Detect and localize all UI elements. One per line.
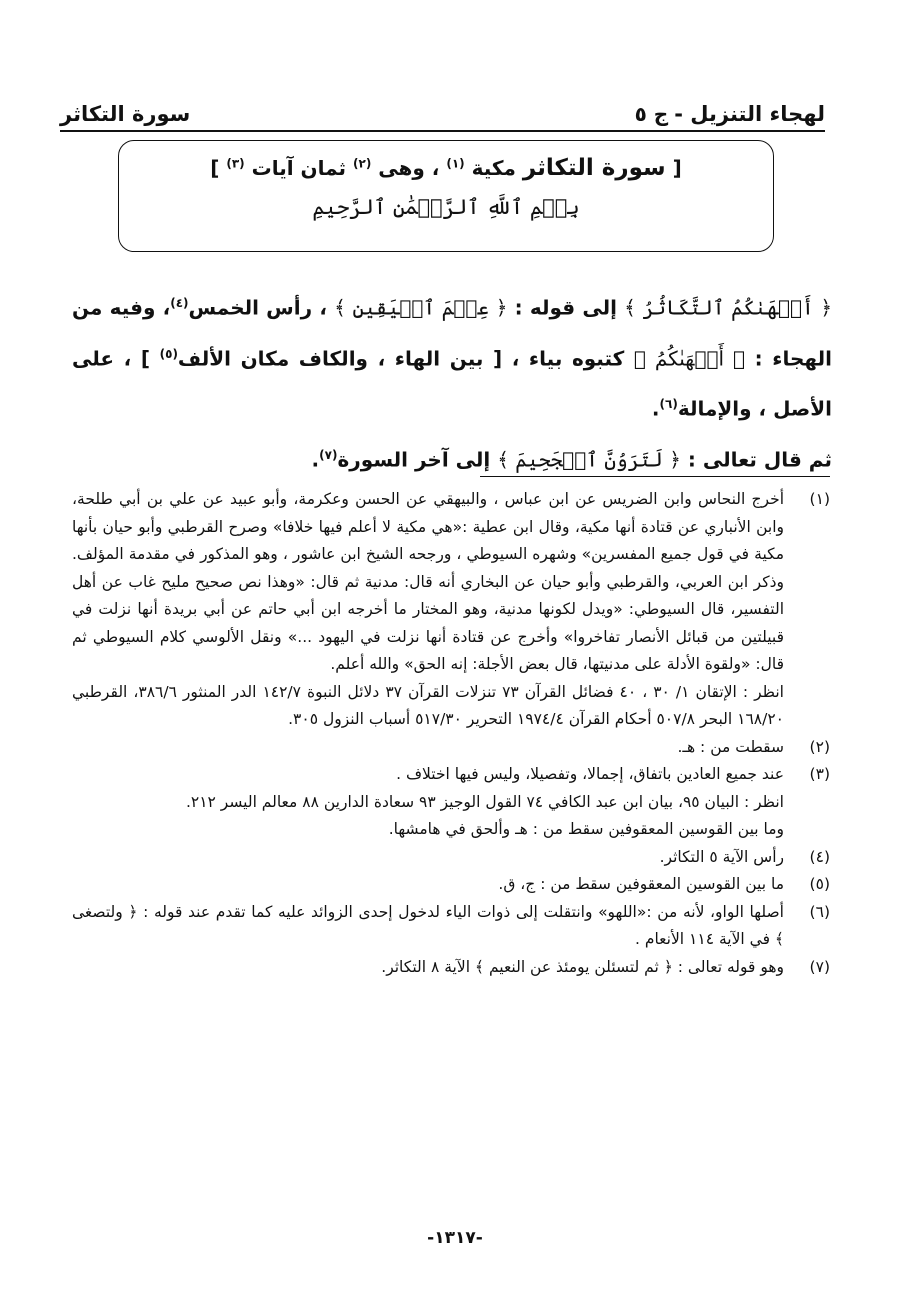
main-paragraph-1 (72, 280, 832, 432)
footnote-text (72, 486, 784, 734)
footnote-paragraph: وهو قوله تعالى : ﴿ ثم لتسئلن يومئذ عن النعيم ﴾ الآية ٨ التكاثر. (381, 957, 784, 976)
sura-title-box (118, 140, 774, 252)
main-text-span: إلى آخر السورة (337, 447, 491, 472)
main-text-span: كتبوه بياء ، [ بين الهاء ، والكاف مكان الألف (177, 346, 625, 371)
main-text (72, 280, 832, 483)
header-volume: ج ٥ (634, 102, 669, 126)
open-bracket: [ (672, 156, 682, 180)
footnote-divider (480, 476, 830, 477)
footnote-number: (٣) (809, 765, 830, 783)
footnote-number: (٥) (809, 875, 830, 893)
footnote-paragraph: وما بين القوسين المعقوفين سقط من : هـ وألحق في هامشها. (388, 820, 784, 838)
footnote-paragraph: أصلها الواو، لأنه من :«اللهو» وانتقلت إلى ذوات الياء لدخول إحدى الزوائد عليه كما تقدم عند قوله : ﴿ ولتصغى ﴾ في الآية ١١٤ الأنعام . (72, 902, 784, 948)
close-bracket: ] (210, 156, 220, 180)
footnote-text (72, 871, 784, 899)
page-number: -١٣١٧- (427, 1228, 483, 1248)
main-text-span: . (311, 447, 320, 472)
footnote-text (72, 844, 784, 872)
header-sura-name: سورة التكاثر (60, 102, 191, 126)
footnote-1 (72, 486, 830, 734)
running-header (60, 82, 825, 132)
footnote-2 (72, 734, 830, 762)
footnote-number: (٢) (809, 737, 830, 756)
quran-quote: ﴿ عِلۡمَ ٱلۡيَقِينِ ﴾ (334, 295, 508, 320)
footnote-6 (72, 899, 830, 954)
quran-quote: ﴿ أَلۡهَىٰكُمُ ﴾ (633, 346, 746, 371)
footnote-text (72, 734, 784, 762)
main-text-span: إلى قوله : (514, 295, 617, 320)
main-text-span: . (651, 396, 660, 421)
footnote-number: (٧) (809, 957, 830, 976)
quran-quote: ﴿ أَلۡهَىٰكُمُ ٱلتَّكَاثُرُ ﴾ (624, 295, 833, 320)
footnote-3 (72, 761, 830, 844)
header-book-volume (635, 102, 825, 126)
basmala: بِسۡمِ ٱللَّهِ ٱلرَّحۡمَٰنِ ٱلرَّحِيمِ (312, 195, 580, 219)
footnote-number: (٤) (809, 847, 830, 866)
footnote-ref-6: (٦) (659, 397, 678, 412)
footnote-paragraph: أخرج النحاس وابن الضريس عن ابن عباس ، والبيهقي عن الحسن وعكرمة، وأبو عبيد عن علي بن أبي طلحة، وابن الأنباري عن قتادة أنها مكية، وقال ابن عطية :«هي مكية لا أعلم فيها خلافا» وصرح القرطبي وأبو حيان بأنها مكية في قول جميع المفسرين» وشهره السيوطي ، ورجحه الشيخ ابن عاشور ، وهو المذكور في مقدمة المؤلف. وذكر ابن العربي، والقرطبي وأبو حيان عن البخاري أنه قال: مدنية ثم قال: «وهذا نص صحيح مليح غاب عن أهل التفسير، قال السيوطي: «ويدل لكونها مدنية، وهو المختار ما أخرجه ابن أبي حاتم عن أبي بريدة أنها نزلت في قبيلتين من قبائل الأنصار تفاخروا» وأخرج عن قتادة أنها نزلت في اليهود ...» ونقل الألوسي كلام السيوطي ثم قال: «ولقوة الأدلة على مدنيتها، قال بعض الأجلة: إنه الحق» والله أعلم. (72, 490, 784, 673)
footnote-text (72, 899, 784, 954)
verse-count: ثمان آيات (251, 156, 347, 180)
footnote-number: (٦) (809, 902, 830, 921)
footnote-paragraph: انظر : البيان ٩٥، بيان ابن عبد الكافي ٧٤ القول الوجيز ٩٣ سعادة الدارين ٨٨ معالم اليسر ٢١٢. (185, 792, 784, 811)
footnote-text (72, 954, 784, 982)
footnotes (72, 486, 830, 981)
sura-title-line (119, 155, 773, 181)
footnote-paragraph: سقطت من : هـ. (677, 737, 784, 756)
footnote-ref-2: (٢) (353, 156, 372, 171)
footnote-7 (72, 954, 830, 982)
footnote-ref-4: (٤) (170, 296, 189, 310)
footnote-ref-1: (١) (446, 156, 465, 171)
footnote-number: (١) (809, 490, 830, 508)
footnote-ref-5: (٥) (159, 346, 178, 361)
main-text-span: ، رأس الخمس (188, 295, 327, 320)
quran-quote: ﴿ لَتَرَوُنَّ ٱلۡجَحِيمَ ﴾ (497, 447, 681, 472)
main-text-span: ، وفيه من الهجاء : (72, 295, 832, 371)
footnote-4 (72, 844, 830, 872)
footnote-ref-3: (٣) (226, 156, 245, 171)
footnote-paragraph: انظر : الإتقان ١/ ٣٠ ، ٤٠ فضائل القرآن ٧٣ تنزلات القرآن ٣٧ دلائل النبوة ١٤٢/٧ الدر المنثور ٣٨٦/٦، القرطبي ١٦٨/٢٠ البحر ٥٠٧/٨ أحكام القرآن ١٩٧٤/٤ التحرير ٥١٧/٣٠ أسباب النزول ٣٠٥. (72, 682, 784, 728)
title-connector: ، وهى (378, 156, 440, 180)
footnote-paragraph: عند جميع العادين باتفاق، إجمالا، وتفصيلا، وليس فيها اختلاف . (396, 765, 784, 783)
revelation-type: مكية (471, 156, 516, 180)
footnote-5 (72, 871, 830, 899)
main-text-span: ثم قال تعالى : (687, 447, 832, 472)
footnote-paragraph: ما بين القوسين المعقوفين سقط من : ج، ق. (498, 875, 784, 893)
sura-title: سورة التكاثر (522, 155, 666, 181)
footnote-paragraph: رأس الآية ٥ التكاثر. (659, 847, 784, 866)
header-book-title: لهجاء التنزيل - (674, 102, 825, 126)
footnote-text (72, 761, 784, 844)
footnote-ref-7: (٧) (319, 447, 338, 462)
main-text-span: ] ، على الأصل ، والإمالة (72, 346, 832, 421)
